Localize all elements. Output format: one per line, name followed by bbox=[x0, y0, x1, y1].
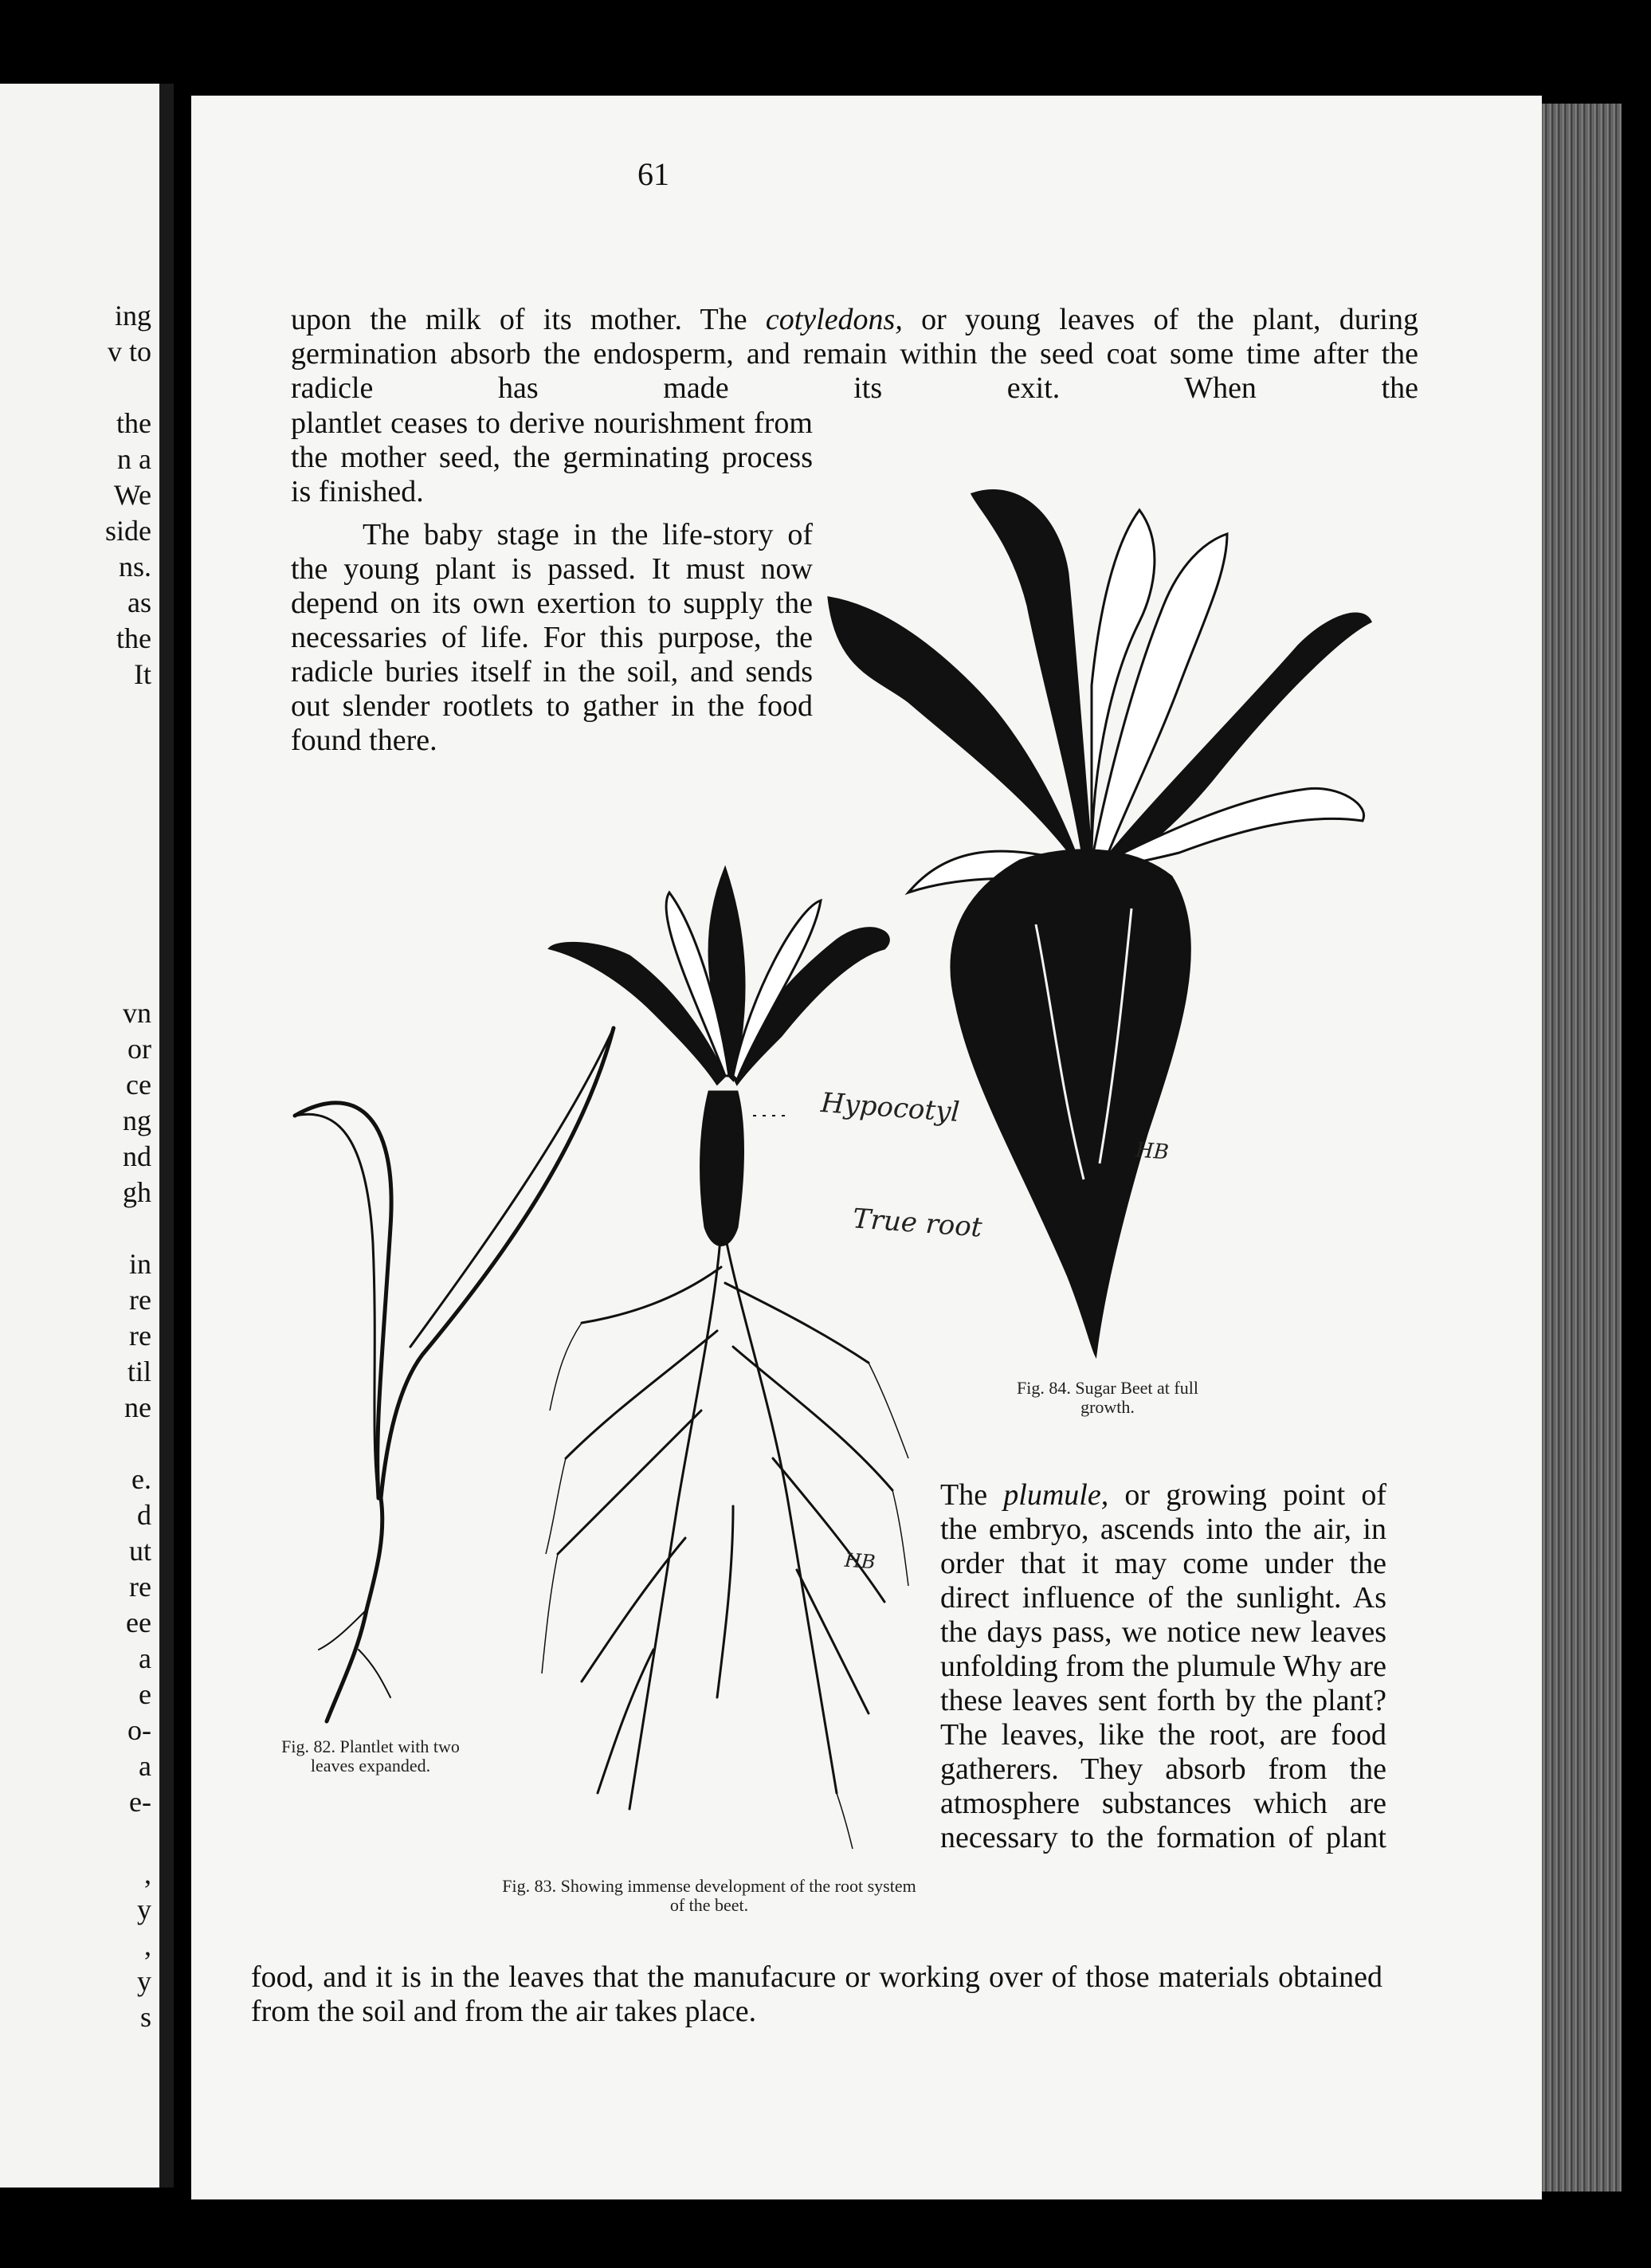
left-page-text-fragment: re bbox=[129, 1571, 151, 1603]
left-page-text-fragment: a bbox=[139, 1750, 151, 1782]
text-run: The bbox=[940, 1478, 1004, 1512]
left-page-text-fragment: n a bbox=[117, 443, 151, 475]
left-page-text-fragment: y bbox=[137, 1965, 151, 1997]
paragraph-cotyledons-text bbox=[291, 303, 1418, 406]
paragraph-baby-stage bbox=[291, 518, 813, 758]
fig82-caption: Fig. 82. Plantlet with two leaves expanded. bbox=[281, 1736, 460, 1776]
left-page-text-fragment: side bbox=[105, 515, 151, 547]
left-page-text-fragment: o- bbox=[127, 1714, 151, 1746]
paragraph-plumule-end-text: food, and it is in the leaves that the manufacure or working over of those materials obtained from the soil and from the air takes place. bbox=[251, 1960, 1382, 2028]
left-page-text-fragment: as bbox=[127, 587, 151, 618]
left-page-text-fragment: ce bbox=[126, 1069, 151, 1101]
left-page-text-fragment: e. bbox=[131, 1463, 151, 1495]
emphasis-plumule: plumule, bbox=[1003, 1478, 1109, 1512]
page-number: 61 bbox=[637, 156, 669, 192]
paragraph-plumule-text bbox=[940, 1478, 1386, 1855]
paragraph-plumule-end bbox=[251, 1960, 1382, 2029]
left-page-text-fragment: re bbox=[129, 1320, 151, 1352]
text-run: or young leaves of the plant, during germination absorb the endosperm, and remain within the seed coat some time after the radicle has made its exit. When the bbox=[291, 303, 1418, 405]
left-page-text-fragment: in bbox=[128, 1248, 151, 1280]
left-page-text-fragment: the bbox=[116, 622, 151, 654]
paragraph-continued-text: plantlet ceases to derive nourishment from the mother seed, the germinating process is finished. bbox=[291, 406, 813, 508]
page-edges bbox=[1542, 104, 1622, 2191]
left-page-text-fragment: v to bbox=[107, 335, 151, 367]
emphasis-cotyledons: cotyledons, bbox=[765, 303, 903, 336]
left-page-text-fragment: e bbox=[139, 1678, 151, 1710]
left-page-text-fragment: , bbox=[144, 1858, 151, 1889]
left-page-text-fragment: s bbox=[139, 2001, 151, 2033]
left-page-text-fragment: ing bbox=[114, 300, 151, 332]
left-page-text-fragment: the bbox=[116, 407, 151, 439]
left-page-text-fragment: or bbox=[127, 1033, 151, 1065]
left-page-text-fragment: e- bbox=[129, 1786, 151, 1818]
label-true-root: True root bbox=[851, 1203, 983, 1244]
fig84-caption: Fig. 84. Sugar Beet at full growth. bbox=[1017, 1378, 1198, 1417]
left-page-text-fragment: ut bbox=[128, 1535, 151, 1567]
fig83-artist-initials: HB bbox=[844, 1548, 876, 1574]
left-page-text-fragment: til bbox=[127, 1356, 151, 1387]
paragraph-cotyledons-continued bbox=[291, 406, 813, 509]
label-hypocotyl: Hypocotyl bbox=[819, 1086, 961, 1129]
left-page-text-fragment: y bbox=[137, 1893, 151, 1925]
paragraph-cotyledons bbox=[291, 303, 1418, 406]
left-page-text-fragment: ng bbox=[123, 1105, 151, 1136]
left-page-text-fragment: d bbox=[137, 1499, 151, 1531]
left-page-text-fragment: vn bbox=[123, 997, 151, 1029]
left-page-text-fragment: It bbox=[134, 658, 151, 690]
text-run: or growing point of the embryo, ascends into the air, in order that it may come under the direct influence of the sunlight. As the days pass, we notice new leaves unfolding from the plumule Why are these leaves sent forth by the plant? The leaves, like the root, are food gatherers. They absorb from the atmosphere substances which are necessary to the formation of plant bbox=[940, 1478, 1387, 1854]
fig83-caption: Fig. 83. Showing immense development of the root system of the beet. bbox=[502, 1876, 916, 1915]
left-page-text-fragment: gh bbox=[123, 1176, 151, 1208]
paragraph-baby-stage-text: The baby stage in the life-story of the young plant is passed. It must now depend on its own exertion to supply the necessaries of life. For this purpose, the radicle buries itself in the soil, and sends out slender rootlets to gather in the food found there. bbox=[291, 518, 813, 757]
paragraph-plumule bbox=[940, 1478, 1386, 1855]
left-page-text-fragment: re bbox=[129, 1284, 151, 1316]
left-page-text-fragment: a bbox=[139, 1642, 151, 1674]
sugar-beet-illustration bbox=[829, 446, 1386, 1355]
text-run: upon the milk of its mother. The bbox=[291, 303, 766, 336]
left-page-text-fragment: We bbox=[113, 479, 151, 511]
left-page-text-fragment: ns. bbox=[118, 551, 151, 583]
left-page-text-fragment: nd bbox=[123, 1140, 151, 1172]
fig84-artist-initials: HB bbox=[1135, 1138, 1170, 1165]
left-page-text-fragment: ne bbox=[124, 1391, 151, 1423]
left-page-text-fragment: ee bbox=[126, 1607, 151, 1638]
left-page-text-fragment: , bbox=[144, 1929, 151, 1961]
